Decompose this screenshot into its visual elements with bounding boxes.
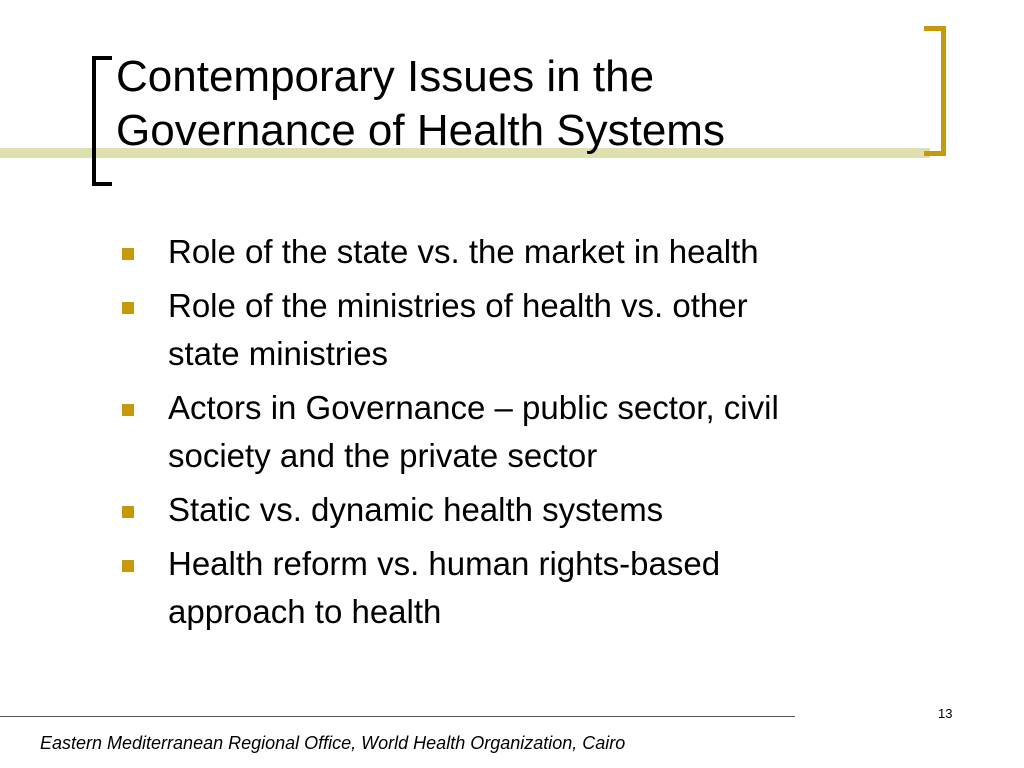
slide-title (116, 50, 896, 158)
slide-title-line-1: Contemporary Issues in the (116, 52, 655, 101)
bullet-text-continued: approach to health (168, 593, 442, 630)
footer-divider (0, 716, 795, 717)
bullet-list (120, 228, 940, 642)
square-bullet-icon (122, 248, 134, 260)
square-bullet-icon (122, 302, 134, 314)
square-bullet-icon (122, 506, 134, 518)
left-bracket-decoration (92, 56, 112, 186)
slide-title-line-2: Governance of Health Systems (116, 106, 725, 155)
bullet-item (120, 282, 940, 378)
bullet-text-continued: society and the private sector (168, 437, 598, 474)
bullet-text: Health reform vs. human rights-based (168, 545, 721, 582)
bullet-text: Role of the ministries of health vs. other (168, 287, 748, 324)
bullet-item (120, 228, 940, 276)
footer-text: Eastern Mediterranean Regional Office, World Health Organization, Cairo (40, 733, 626, 753)
square-bullet-icon (122, 560, 134, 572)
bullet-item (120, 540, 940, 636)
page-number: 13 (938, 706, 953, 721)
bullet-item (120, 384, 940, 480)
bullet-text: Role of the state vs. the market in health (168, 233, 759, 270)
right-bracket-decoration (924, 26, 946, 156)
bullet-text-continued: state ministries (168, 335, 389, 372)
bullet-text: Static vs. dynamic health systems (168, 491, 664, 528)
bullet-text: Actors in Governance – public sector, civil (168, 389, 779, 426)
square-bullet-icon (122, 404, 134, 416)
bullet-item (120, 486, 940, 534)
